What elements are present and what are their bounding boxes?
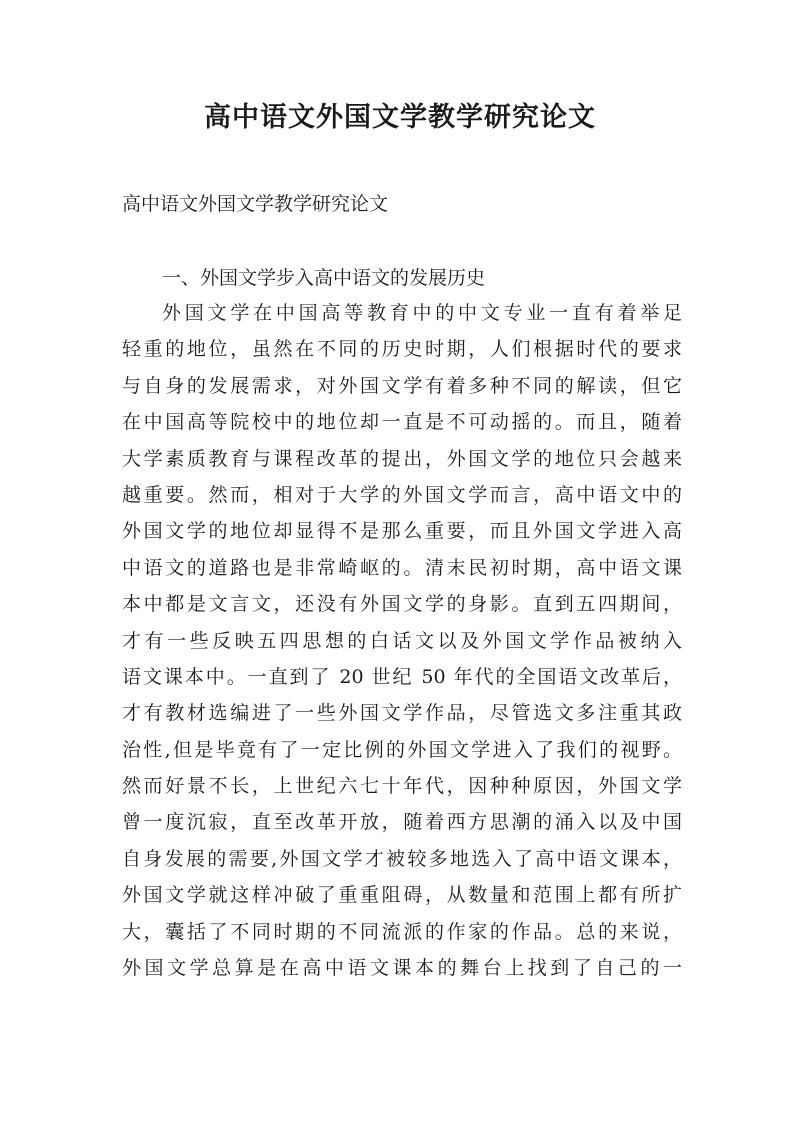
paragraph-line: 才有教材选编进了一些外国文学作品，尽管选文多注重其政 [122, 702, 682, 725]
paragraph-line: 语文课本中。一直到了 20 世纪 50 年代的全国语文改革后， [122, 665, 682, 688]
paragraph-line: 治性,但是毕竟有了一定比例的外国文学进入了我们的视野。 [122, 738, 682, 761]
paragraph-line: 自身发展的需要,外国文学才被较多地选入了高中语文课本， [122, 847, 682, 870]
body-paragraph [122, 295, 682, 986]
paragraph-line: 曾一度沉寂，直至改革开放，随着西方思潮的涌入以及中国 [122, 811, 682, 834]
paragraph-line: 在中国高等院校中的地位却一直是不可动摇的。而且，随着 [122, 411, 682, 434]
paragraph-line: 外国文学总算是在高中语文课本的舞台上找到了自己的一 [122, 957, 682, 980]
paragraph-line: 本中都是文言文，还没有外国文学的身影。直到五四期间， [122, 593, 682, 616]
paragraph-line: 大，囊括了不同时期的不同流派的作家的作品。总的来说， [122, 920, 682, 943]
paragraph-line: 中语文的道路也是非常崎岖的。清末民初时期，高中语文课 [122, 556, 682, 579]
document-subtitle: 高中语文外国文学教学研究论文 [122, 193, 389, 215]
paragraph-line: 外国文学就这样冲破了重重阻碍，从数量和范围上都有所扩 [122, 884, 682, 907]
paragraph-line: 才有一些反映五四思想的白话文以及外国文学作品被纳入 [122, 629, 682, 652]
paragraph-line: 外国文学的地位却显得不是那么重要，而且外国文学进入高 [122, 520, 682, 543]
section-heading: 一、外国文学步入高中语文的发展历史 [162, 267, 486, 289]
paragraph-line: 越重要。然而，相对于大学的外国文学而言，高中语文中的 [122, 483, 682, 506]
paragraph-line: 轻重的地位，虽然在不同的历史时期，人们根据时代的要求 [122, 338, 682, 361]
paragraph-line: 大学素质教育与课程改革的提出，外国文学的地位只会越来 [122, 447, 682, 470]
paragraph-line: 外国文学在中国高等教育中的中文专业一直有着举足 [162, 302, 682, 324]
document-title: 高中语文外国文学教学研究论文 [204, 102, 596, 133]
paragraph-line: 与自身的发展需求，对外国文学有着多种不同的解读，但它 [122, 374, 682, 397]
paragraph-line: 然而好景不长，上世纪六七十年代，因种种原因，外国文学 [122, 775, 682, 798]
